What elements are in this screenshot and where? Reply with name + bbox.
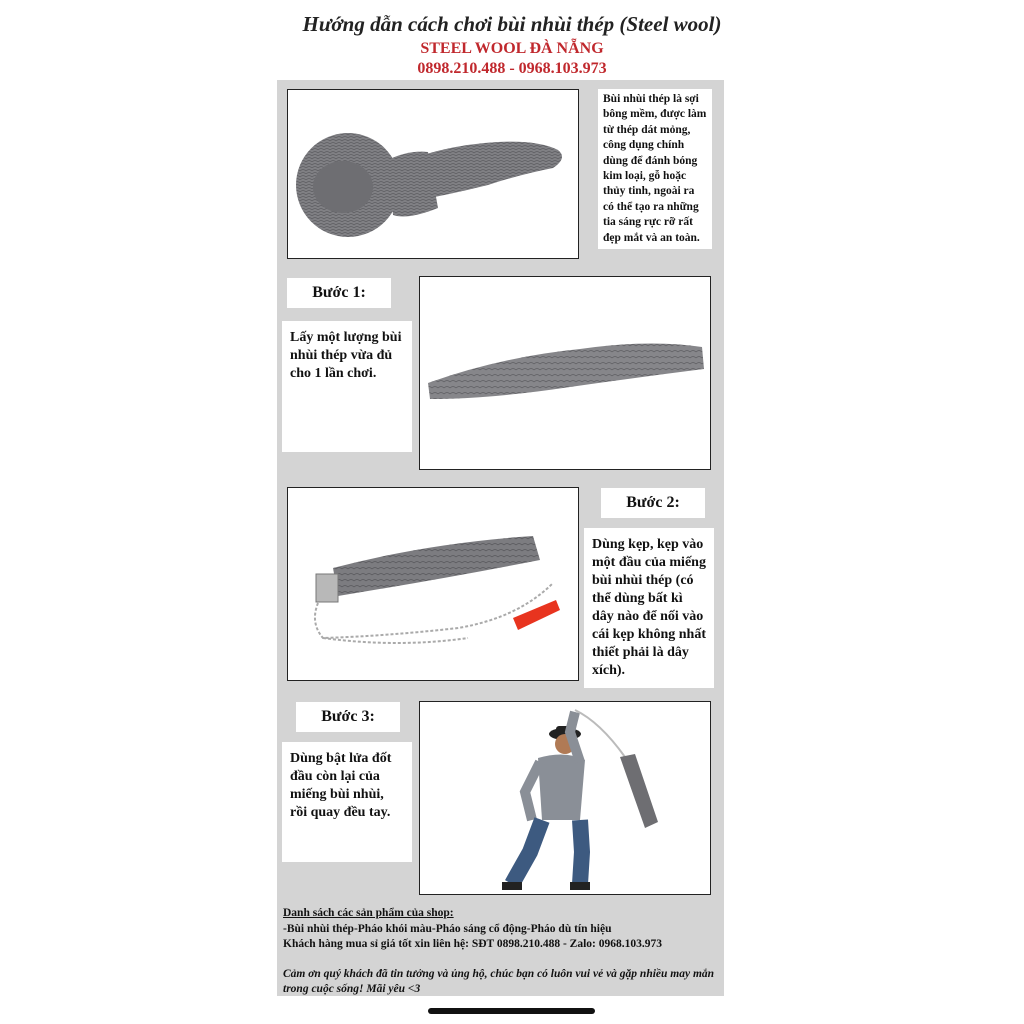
wholesale-contact: Khách hàng mua sỉ giá tốt xin liên hệ: SĐT 0898.210.488 - Zalo: 0968.103.973 xyxy=(283,938,663,950)
thank-you-message: Cảm ơn quý khách đã tin tưởng và ủng hộ, chúc bạn có luôn vui vẻ và gặp nhiều may mắn trong cuộc sống! Mãi yêu <3 xyxy=(283,967,715,995)
contact-phones: 0898.210.488 - 0968.103.973 xyxy=(417,60,607,77)
product-list: -Bùi nhùi thép-Pháo khói màu-Pháo sáng cổ động-Pháo dù tín hiệu xyxy=(283,922,612,935)
steel-wool-strip-image xyxy=(419,276,711,470)
page-title: Hướng dẫn cách chơi bùi nhùi thép (Steel wool) xyxy=(302,12,722,36)
step-2-label: Bước 2: xyxy=(601,488,705,518)
step-3-label: Bước 3: xyxy=(296,702,400,732)
step-2-text: Dùng kẹp, kẹp vào một đầu của miếng bùi nhùi thép (có thể dùng bất kì dây nào để nối vào cái kẹp không nhất thiết phải là dây xích). xyxy=(584,528,714,688)
footer-section xyxy=(283,906,723,998)
steel-wool-roll-image xyxy=(287,89,579,259)
product-list-heading: Danh sách các sản phẩm của shop: xyxy=(283,907,454,919)
intro-description: Bùi nhùi thép là sợi bông mềm, được làm từ thép dát mỏng, công dụng chính dùng để đánh bóng kim loại, gỗ hoặc thủy tinh, ngoài ra có thể tạo ra những tia sáng rực rỡ rất đẹp mắt và an toàn. xyxy=(598,89,712,249)
clamp-and-chain-image xyxy=(287,487,579,681)
spinning-steel-wool-photo xyxy=(419,701,711,895)
step-3-text: Dùng bật lửa đốt đầu còn lại của miếng bùi nhùi, rồi quay đều tay. xyxy=(282,742,412,862)
brand-name: STEEL WOOL ĐÀ NẴNG xyxy=(420,40,604,57)
step-1-text: Lấy một lượng bùi nhùi thép vừa đủ cho 1 lần chơi. xyxy=(282,321,412,452)
step-1-label: Bước 1: xyxy=(287,278,391,308)
home-indicator[interactable] xyxy=(428,1008,595,1014)
